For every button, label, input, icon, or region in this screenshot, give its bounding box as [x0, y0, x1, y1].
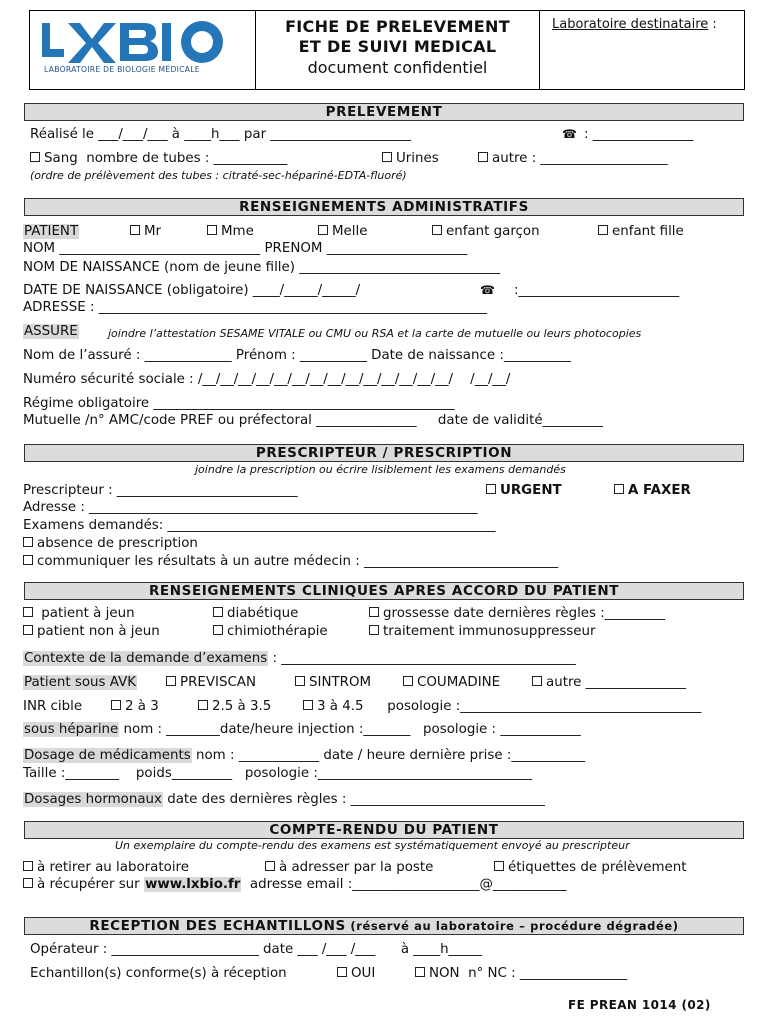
checkbox-retirer[interactable]	[23, 861, 33, 871]
checkbox-coumadine[interactable]	[403, 676, 413, 686]
option-chimiotherapie[interactable]: chimiothérapie	[213, 624, 328, 639]
inr-posologie-line[interactable]: posologie :____________________________________	[383, 699, 702, 714]
option-absence-prescription[interactable]: absence de prescription	[23, 536, 198, 551]
nom-prenom-line[interactable]: NOM ______________________________ PRENOM _____________________	[23, 241, 468, 256]
prescripteur-adresse-line[interactable]: Adresse : __________________________________________________________	[23, 500, 478, 515]
option-coumadine[interactable]: COUMADINE	[403, 675, 500, 690]
option-urgent[interactable]: URGENT	[486, 483, 562, 498]
option-adresser-poste[interactable]: à adresser par la poste	[265, 860, 433, 875]
form-title-line2: ET DE SUIVI MEDICAL	[298, 37, 497, 56]
nom-assure-line[interactable]: Nom de l’assuré : _____________ Prénom : __________ Date de naissance :__________	[23, 348, 571, 363]
website-link[interactable]: www.lxbio.fr	[144, 877, 241, 892]
taille-poids-line[interactable]: Taille :________ poids_________ posologie :________________________________	[23, 766, 533, 781]
checkbox-jeun[interactable]	[23, 607, 33, 617]
option-immunosuppresseur[interactable]: traitement immunosuppresseur	[369, 624, 596, 639]
avk-label: Patient sous AVK	[24, 675, 137, 690]
option-communiquer[interactable]: communiquer les résultats à un autre médecin : _____________________________	[23, 554, 558, 569]
sang-option[interactable]: Sang nombre de tubes : ___________	[30, 151, 287, 166]
adresse-line[interactable]: ADRESSE : __________________________________________________________	[23, 300, 488, 315]
heparine-line[interactable]: sous héparine nom : ________date/heure injection :_______ posologie : ____________	[24, 722, 581, 737]
urines-option[interactable]: Urines	[382, 151, 439, 166]
checkbox-non[interactable]	[415, 967, 425, 977]
checkbox-inr-25-35[interactable]	[198, 700, 208, 710]
mutuelle-line[interactable]: Mutuelle /n° AMC/code PREF ou préfectoral _______________ date de validité_________	[23, 413, 603, 428]
checkbox-diabetique[interactable]	[213, 607, 223, 617]
echantillon-label: Echantillon(s) conforme(s) à réception	[30, 966, 291, 981]
section-reception: RECEPTION DES ECHANTILLONS (réservé au laboratoire – procédure dégradée)	[24, 917, 744, 935]
form-reference: FE PREAN 1014 (02)	[568, 998, 711, 1012]
form-title-line3: document confidentiel	[307, 58, 488, 77]
patient-label: PATIENT	[24, 224, 79, 239]
checkbox-enfant-fille[interactable]	[598, 225, 608, 235]
checkbox-oui[interactable]	[337, 967, 347, 977]
option-diabetique[interactable]: diabétique	[213, 606, 298, 621]
destination-box[interactable]	[539, 10, 745, 90]
option-non[interactable]: NON n° NC : ________________	[415, 966, 627, 981]
option-a-faxer[interactable]: A FAXER	[614, 483, 691, 498]
destination-label: Laboratoire destinataire :	[552, 17, 717, 32]
checkbox-autre[interactable]	[478, 152, 488, 162]
option-inr-2-3[interactable]: 2 à 3	[111, 699, 159, 714]
nom-naissance-line[interactable]: NOM DE NAISSANCE (nom de jeune fille) ______________________________	[23, 260, 501, 275]
option-inr-25-35[interactable]: 2.5 à 3.5	[198, 699, 271, 714]
option-grossesse[interactable]: grossesse date dernières règles :_________	[369, 606, 665, 621]
assure-label: ASSURE	[24, 324, 78, 339]
examens-line[interactable]: Examens demandés: _________________________________________________	[23, 518, 496, 533]
checkbox-mr[interactable]	[130, 225, 140, 235]
checkbox-previscan[interactable]	[166, 676, 176, 686]
prelevement-phone-field[interactable]: : _______________	[584, 127, 694, 142]
option-enfant-fille[interactable]: enfant fille	[598, 224, 684, 239]
option-mme[interactable]: Mme	[207, 224, 254, 239]
checkbox-inr-3-45[interactable]	[303, 700, 313, 710]
checkbox-a-faxer[interactable]	[614, 484, 624, 494]
option-oui[interactable]: OUI	[337, 966, 375, 981]
patient-phone-field[interactable]: :________________________	[514, 283, 680, 298]
form-title-line1: FICHE DE PRELEVEMENT	[285, 17, 510, 36]
prelevement-date-line[interactable]: Réalisé le ___/___/___ à ____h___ par _____________________	[30, 127, 411, 142]
autre-option[interactable]: autre : ___________________	[478, 151, 668, 166]
logo-subtitle: LABORATOIRE DE BIOLOGIE MÉDICALE	[44, 65, 200, 74]
checkbox-non-jeun[interactable]	[23, 625, 33, 635]
option-enfant-garcon[interactable]: enfant garçon	[432, 224, 540, 239]
option-recuperer-site[interactable]: à récupérer sur www.lxbio.fr adresse email :___________________@___________	[23, 877, 567, 892]
checkbox-recuperer[interactable]	[23, 878, 33, 888]
regime-line[interactable]: Régime obligatoire _____________________________________________	[23, 396, 455, 411]
checkbox-chimio[interactable]	[213, 625, 223, 635]
checkbox-absence[interactable]	[23, 537, 33, 547]
checkbox-sang[interactable]	[30, 152, 40, 162]
checkbox-avk-autre[interactable]	[532, 676, 542, 686]
dosages-hormonaux-line[interactable]: Dosages hormonaux date des dernières règles : _____________________________	[24, 792, 545, 807]
checkbox-poste[interactable]	[265, 861, 275, 871]
lxbio-logo-icon	[40, 17, 246, 65]
section-cliniques: RENSEIGNEMENTS CLINIQUES APRES ACCORD DU PATIENT	[24, 582, 744, 600]
section-prescripteur: PRESCRIPTEUR / PRESCRIPTION	[24, 444, 744, 462]
checkbox-immuno[interactable]	[369, 625, 379, 635]
dosage-medicaments-line[interactable]: Dosage de médicaments nom : ____________ date / heure dernière prise :___________	[24, 748, 586, 763]
phone-icon: ☎	[480, 283, 495, 297]
option-melle[interactable]: Melle	[318, 224, 367, 239]
securite-sociale-line[interactable]: Numéro sécurité sociale : /__/__/__/__/__/__/__/__/__/__/__/__/__/__/ /__/__/	[23, 372, 511, 387]
date-naissance-line[interactable]: DATE DE NAISSANCE (obligatoire) ____/_____/_____/	[23, 283, 361, 298]
compte-rendu-note: Un exemplaire du compte-rendu des examens est systématiquement envoyé au prescripteur	[115, 839, 630, 852]
option-avk-autre[interactable]: autre _______________	[532, 675, 686, 690]
option-etiquettes[interactable]: étiquettes de prélèvement	[494, 860, 687, 875]
header	[29, 10, 745, 90]
tube-order-note: (ordre de prélèvement des tubes : citraté-sec-hépariné-EDTA-fluoré)	[30, 169, 407, 182]
option-patient-non-jeun[interactable]: patient non à jeun	[23, 624, 160, 639]
section-compte-rendu: COMPTE-RENDU DU PATIENT	[24, 821, 744, 839]
checkbox-urgent[interactable]	[486, 484, 496, 494]
option-patient-jeun[interactable]: patient à jeun	[23, 606, 135, 621]
checkbox-urines[interactable]	[382, 152, 392, 162]
checkbox-inr-2-3[interactable]	[111, 700, 121, 710]
assure-note: joindre l’attestation SESAME VITALE ou CMU ou RSA et la carte de mutuelle ou leurs photocopies	[108, 327, 642, 340]
checkbox-etiquettes[interactable]	[494, 861, 504, 871]
contexte-line[interactable]: Contexte de la demande d’examens : ____________________________________________	[24, 651, 576, 666]
option-retirer-laboratoire[interactable]: à retirer au laboratoire	[23, 860, 189, 875]
option-sintrom[interactable]: SINTROM	[295, 675, 371, 690]
checkbox-sintrom[interactable]	[295, 676, 305, 686]
section-prelevement: PRELEVEMENT	[24, 103, 744, 121]
prescripteur-line[interactable]: Prescripteur : ___________________________	[23, 483, 298, 498]
checkbox-grossesse[interactable]	[369, 607, 379, 617]
checkbox-melle[interactable]	[318, 225, 328, 235]
section-administratifs: RENSEIGNEMENTS ADMINISTRATIFS	[24, 198, 744, 216]
title-box	[255, 10, 540, 90]
phone-icon: ☎	[562, 127, 577, 141]
checkbox-enfant-garcon[interactable]	[432, 225, 442, 235]
operateur-line[interactable]: Opérateur : ______________________ date ___ /___ /___ à ____h_____	[30, 942, 483, 957]
checkbox-communiquer[interactable]	[23, 555, 33, 565]
inr-label: INR cible	[23, 699, 83, 714]
prescription-note: joindre la prescription ou écrire lisiblement les examens demandés	[195, 463, 566, 476]
option-previscan[interactable]: PREVISCAN	[166, 675, 256, 690]
checkbox-mme[interactable]	[207, 225, 217, 235]
option-inr-3-45[interactable]: 3 à 4.5	[303, 699, 364, 714]
logo-box	[29, 10, 256, 90]
option-mr[interactable]: Mr	[130, 224, 161, 239]
